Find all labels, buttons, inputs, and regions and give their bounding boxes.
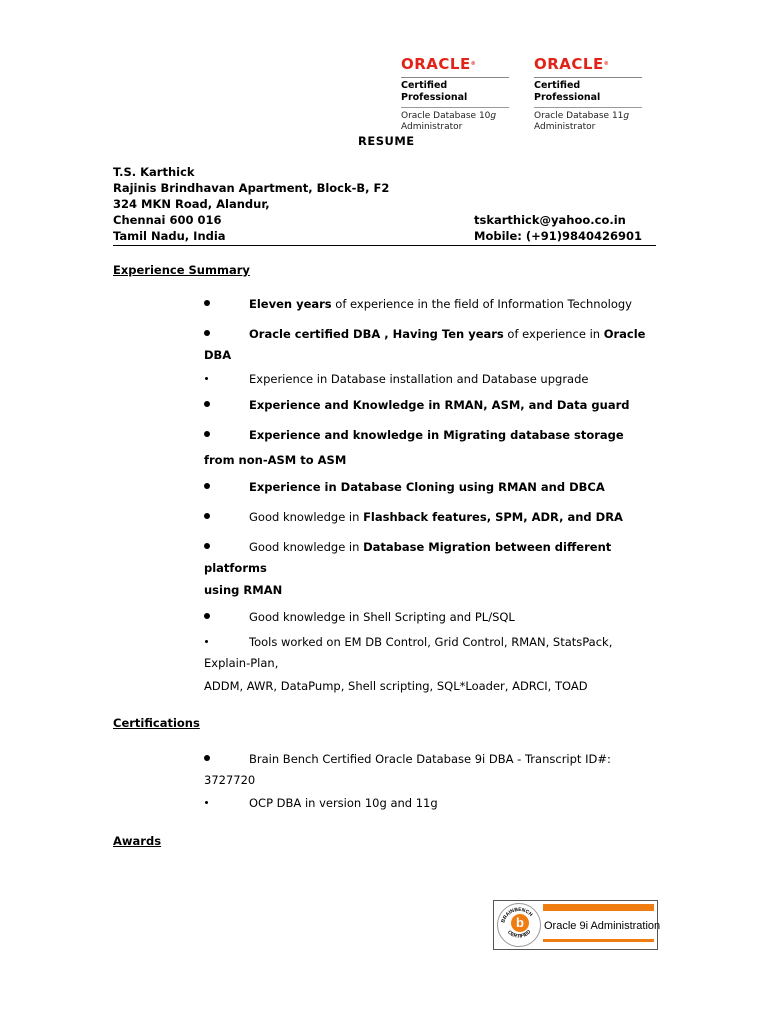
experience-item: Experience and knowledge in Migrating database storage [249,428,624,442]
experience-item: Good knowledge in Shell Scripting and PL/SQL [249,610,515,624]
role-label: Administrator [401,122,463,132]
certifications-heading: Certifications [113,716,200,730]
bullet [204,513,210,519]
brainbench-seal [497,903,541,947]
contact-address-line1: Rajinis Brindhavan Apartment, Block-B, F2 [113,181,390,195]
product-label: Oracle Database 10g [401,111,497,121]
contact-mobile: Mobile: (+91)9840426901 [474,229,643,243]
header-divider [113,245,656,246]
experience-item: Tools worked on EM DB Control, Grid Control, RMAN, StatsPack, [249,635,613,649]
experience-item-wrap: from non-ASM to ASM [204,453,347,467]
oracle-wordmark: ORACLE® [534,55,610,73]
brainbench-letter: b [511,914,529,932]
bullet [204,300,210,306]
contact-email: tskarthick@yahoo.co.in [474,213,626,227]
bullet [204,483,210,489]
certified-professional-label: Certified Professional [401,80,468,103]
badge-band [543,904,654,911]
certification-item: OCP DBA in version 10g and 11g [249,796,438,810]
experience-item-wrap: Explain-Plan, [204,656,279,670]
oracle-11g-logo [534,55,644,133]
contact-address-line2: 324 MKN Road, Alandur, [113,197,270,211]
experience-item: Experience and Knowledge in RMAN, ASM, and Data guard [249,398,630,412]
experience-item: Good knowledge in Flashback features, SPM, ADR, and DRA [249,510,623,524]
bullet [204,543,210,549]
experience-item: Eleven years of experience in the field of Information Technology [249,297,632,311]
experience-item-wrap: platforms [204,561,267,575]
experience-item-wrap: DBA [204,348,232,362]
bullet [205,640,208,643]
awards-heading: Awards [113,834,162,848]
contact-city: Chennai 600 016 [113,213,222,227]
bullet [204,755,210,761]
bullet [204,613,210,619]
svg-text:BRAINBENCH: BRAINBENCH [500,906,534,924]
experience-item: Experience in Database Cloning using RMAN and DBCA [249,480,605,494]
experience-item-wrap: ADDM, AWR, DataPump, Shell scripting, SQL*Loader, ADRCI, TOAD [204,679,588,693]
bullet [204,431,210,437]
page-title: RESUME [358,134,415,148]
bullet [204,401,210,407]
experience-item: Good knowledge in Database Migration between different [249,540,612,554]
certified-professional-label: Certified Professional [534,80,601,103]
product-label: Oracle Database 11g [534,111,630,121]
experience-item: Oracle certified DBA , Having Ten years of experience in Oracle [249,327,646,341]
experience-heading: Experience Summary [113,263,250,277]
bullet [205,377,208,380]
oracle-wordmark: ORACLE® [401,55,477,73]
contact-name: T.S. Karthick [113,165,195,179]
experience-item-wrap: using RMAN [204,583,283,597]
brainbench-badge [493,900,661,950]
bullet [205,801,208,804]
certification-item-wrap: 3727720 [204,773,256,787]
badge-band-bottom [543,939,654,942]
oracle-10g-logo [401,55,511,133]
bullet [204,330,210,336]
role-label: Administrator [534,122,596,132]
experience-item: Experience in Database installation and Database upgrade [249,372,589,386]
svg-text:CERTIFIED: CERTIFIED [506,929,533,940]
badge-text: Oracle 9i Administration [544,920,661,932]
certification-item: Brain Bench Certified Oracle Database 9i DBA - Transcript ID#: [249,752,611,766]
contact-state: Tamil Nadu, India [113,229,226,243]
